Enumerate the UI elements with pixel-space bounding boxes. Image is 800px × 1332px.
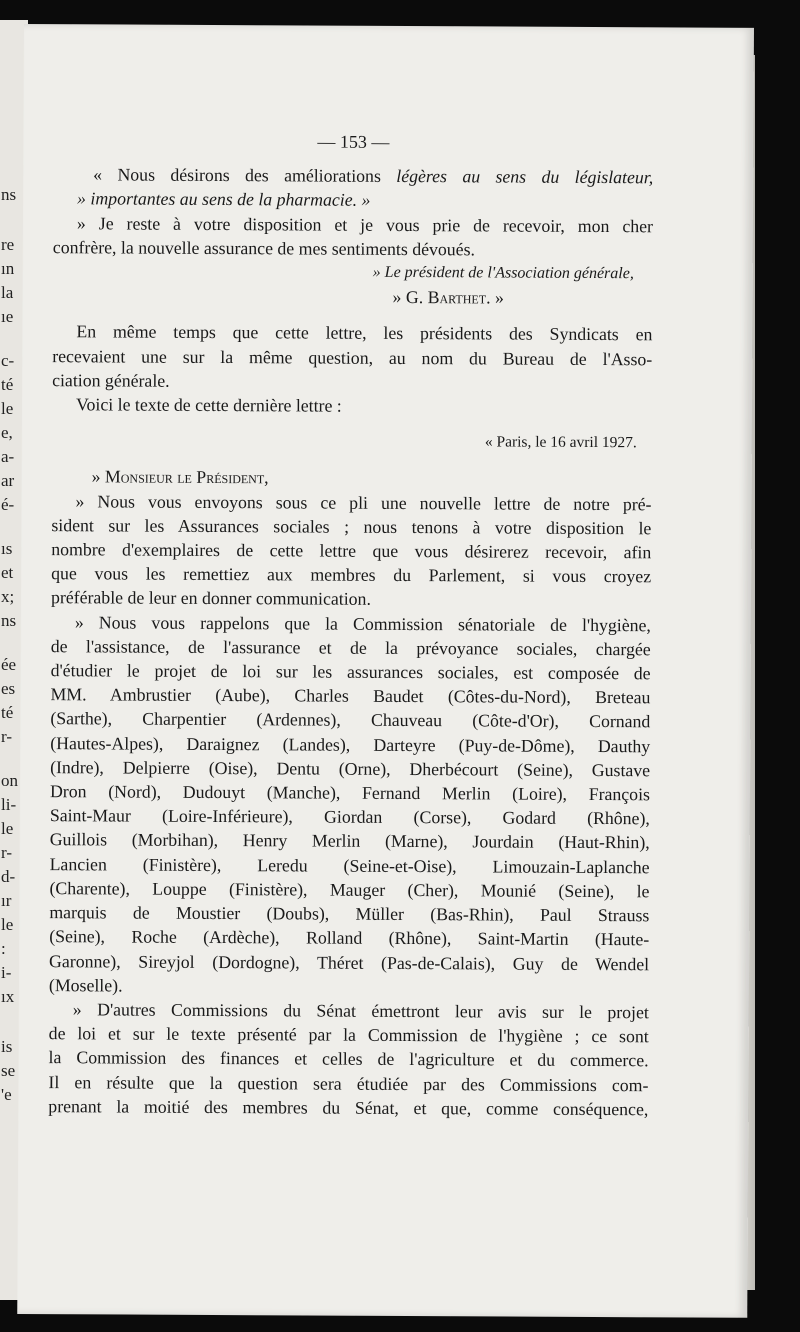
left-fragment: x; — [1, 587, 15, 606]
text-line: prenant la moitié des membres du Sénat, et que, comme conséquence, — [48, 1095, 649, 1120]
left-fragment: é- — [1, 495, 15, 514]
left-fragment: ır — [1, 891, 12, 910]
text-line: la Commission des finances et celles de l'agriculture et du commerce. — [48, 1047, 649, 1071]
left-fragment: a- — [1, 447, 15, 466]
left-fragment: et — [1, 563, 14, 582]
book-page — [17, 24, 754, 1318]
text-line: MM. Ambrustier (Aube), Charles Baudet (Côtes-du-Nord), Breteau — [50, 684, 651, 708]
text-line: (Charente), Louppe (Finistère), Mauger (Cher), Mounié (Seine), le — [49, 878, 650, 902]
text-line: (Hautes-Alpes), Daraignez (Landes), Darteyre (Puy-de-Dôme), Dauthy — [50, 732, 651, 756]
left-fragment: 'e — [1, 1085, 12, 1104]
text-line: de l'assistance, de l'assurance et de la prévoyance sociales, chargée — [50, 636, 651, 660]
page-text — [48, 128, 653, 1121]
left-fragment: c- — [1, 351, 15, 370]
left-fragment: e, — [1, 423, 13, 442]
text-line: (Sarthe), Charpentier (Ardennes), Chauveau (Côte-d'Or), Cornand — [50, 708, 651, 732]
left-fragment: se — [1, 1061, 16, 1080]
text-line: (Moselle). — [48, 974, 123, 996]
text-line: Il en résulte que la question sera étudiée par des Commissions com- — [48, 1071, 649, 1095]
text-line: » Nous vous envoyons sous ce pli une nouvelle lettre de notre pré- — [75, 490, 652, 514]
text-line: (Indre), Delpierre (Oise), Dentu (Orne), Dherbécourt (Seine), Gustave — [50, 757, 651, 781]
left-fragment: le — [1, 915, 14, 934]
left-fragment: li- — [1, 795, 17, 814]
left-fragment: d- — [1, 867, 16, 886]
left-fragment: té — [1, 703, 14, 722]
left-fragment: re — [1, 235, 15, 254]
left-fragment: ıe — [1, 307, 14, 326]
text-line: de loi et sur le texte présenté par la Commission de l'hygiène ; ce sont — [48, 1023, 649, 1047]
left-fragment: ns — [1, 185, 17, 204]
left-fragment: on — [1, 771, 18, 790]
text-line: ciation générale. — [52, 369, 170, 391]
text-line: que vous les remettiez aux membres du Parlement, si vous croyez — [51, 563, 652, 587]
left-fragment: ıs — [1, 539, 13, 558]
text-line: Garonne), Sireyjol (Dordogne), Théret (Pas-de-Calais), Guy de Wendel — [49, 950, 650, 974]
text-line: » D'autres Commissions du Sénat émettront leur avis sur le projet — [72, 999, 649, 1023]
text-line: « Nous désirons des améliorations légères au sens du législateur, — [93, 164, 654, 188]
left-fragment: ar — [1, 471, 15, 490]
left-fragment: le — [1, 819, 14, 838]
left-fragment: la — [1, 283, 14, 302]
salutation: » Monsieur le Président, — [91, 466, 269, 488]
left-fragment: ıx — [1, 987, 15, 1006]
left-fragment: i- — [1, 963, 12, 982]
left-fragment: : — [1, 939, 6, 958]
text-line: nombre d'exemplaires de cette lettre que vous désirerez recevoir, afin — [51, 539, 652, 563]
left-fragment: es — [1, 679, 16, 698]
text-line: Guillois (Morbihan), Henry Merlin (Marne), Jourdain (Haut-Rhin), — [49, 829, 650, 853]
text-line: recevaient une sur la même question, au nom du Bureau de l'Asso- — [52, 345, 653, 369]
text-line: En même temps que cette lettre, les présidents des Syndicats en — [76, 321, 653, 345]
page-number: — 153 — — [317, 131, 390, 152]
text-line: Saint-Maur (Loire-Inférieure), Giordan (Corse), Godard (Rhône), — [49, 805, 650, 829]
text-line: » Nous vous rappelons que la Commission sénatoriale de l'hygiène, — [74, 611, 651, 635]
text-line: » importantes au sens de la pharmacie. » — [77, 188, 371, 211]
text-line: sident sur les Assurances sociales ; nous tenons à votre disposition le — [51, 514, 652, 539]
left-fragment: ée — [1, 655, 17, 674]
text-line: (Seine), Roche (Ardèche), Rolland (Rhône), Saint-Martin (Haute- — [49, 926, 650, 950]
text-line: d'étudier le projet de loi sur les assurances sociales, est composée de — [50, 660, 651, 684]
text-line: Voici le texte de cette dernière lettre : — [75, 394, 342, 416]
left-fragment: r- — [1, 727, 12, 746]
text-line: » Je reste à votre disposition et je vous prie de recevoir, mon cher — [76, 212, 654, 236]
letter-date: « Paris, le 16 avril 1927. — [484, 433, 637, 452]
signature-name: » G. Barthet. » — [392, 287, 504, 308]
text-line: marquis de Moustier (Doubs), Müller (Bas-Rhin), Paul Strauss — [49, 902, 650, 926]
left-fragment: le — [1, 399, 14, 418]
signature-title: » Le président de l'Association générale, — [372, 263, 634, 283]
left-fragment: té — [1, 375, 14, 394]
left-fragment: ns — [1, 611, 17, 630]
text-line: préférable de leur en donner communication. — [50, 587, 371, 610]
left-fragment: is — [1, 1037, 13, 1056]
text-line: Dron (Nord), Dudouyt (Manche), Fernand Merlin (Loire), François — [49, 781, 651, 805]
text-line: Lancien (Finistère), Leredu (Seine-et-Oise), Limouzain-Laplanche — [49, 853, 650, 877]
left-fragment: ın — [1, 259, 15, 278]
left-fragment: r- — [1, 843, 12, 862]
text-line: confrère, la nouvelle assurance de mes sentiments dévoués. — [52, 236, 476, 260]
